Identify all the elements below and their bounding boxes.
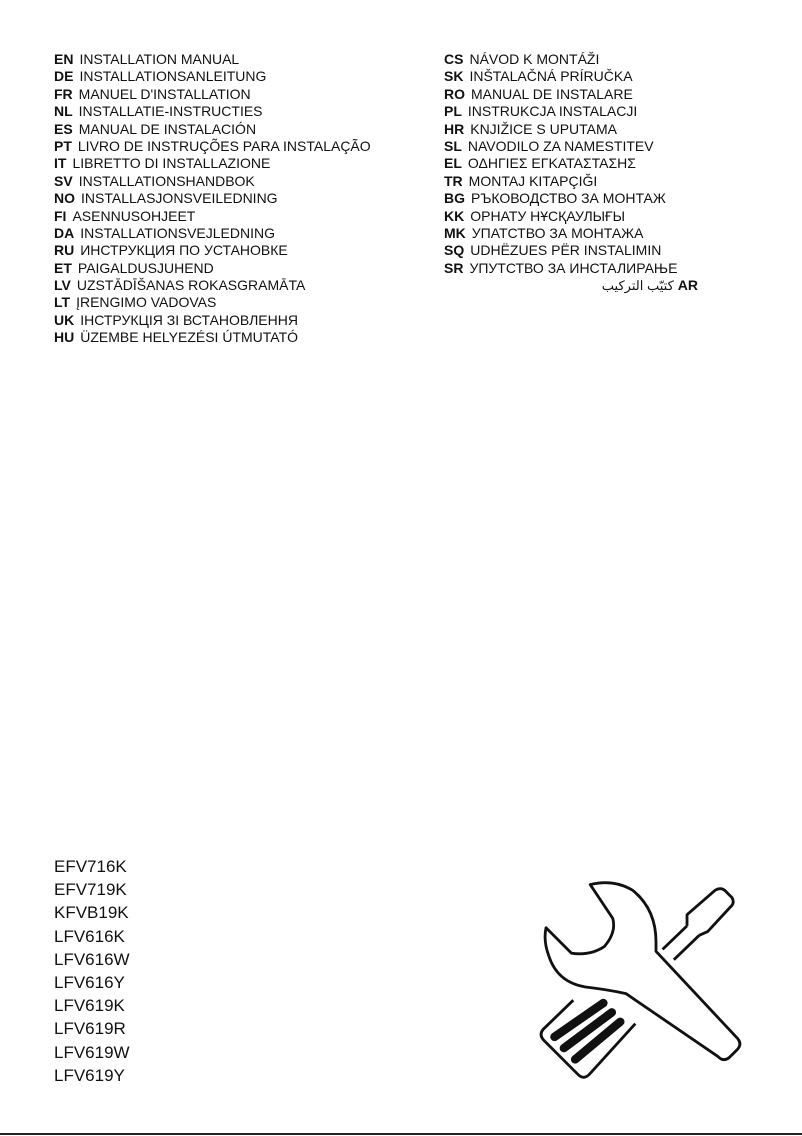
language-title: ОРНАТУ НҰСҚАУЛЫҒЫ (470, 207, 626, 224)
language-code: AR (677, 277, 698, 294)
model-number: EFV716K (54, 857, 127, 876)
language-title: MANUAL DE INSTALARE (471, 85, 633, 102)
language-entry (54, 190, 371, 207)
language-entry (54, 138, 371, 155)
language-title: MONTAJ KITAPÇIĞI (468, 172, 598, 189)
language-title: ÜZEMBE HELYEZÉSI ÚTMUTATÓ (80, 329, 299, 346)
language-entry (54, 155, 371, 172)
language-code: HR (444, 120, 465, 137)
language-code: LV (54, 277, 71, 294)
language-entry (444, 173, 704, 190)
language-code: TR (444, 172, 463, 189)
model-list (54, 855, 130, 1087)
language-entry (54, 68, 371, 85)
language-code: CS (444, 51, 464, 67)
model-number: LFV619R (54, 1019, 126, 1039)
language-title: ĮRENGIMO VADOVAS (76, 294, 217, 311)
model-number: LFV619K (54, 996, 125, 1016)
model-number: LFV616Y (54, 972, 125, 992)
language-title: INSTALLATIONSANLEITUNG (79, 68, 267, 85)
language-title: ΟΔΗΓΙΕΣ ΕΓΚΑΤΑΣΤΑΣΗΣ (467, 155, 636, 172)
model-number: LFV619W (54, 1042, 130, 1062)
language-title: PAIGALDUSJUHEND (77, 259, 214, 276)
language-entry (54, 242, 371, 259)
language-entry (54, 51, 371, 68)
language-code: FI (54, 207, 67, 224)
language-title: INSTALLATION MANUAL (79, 51, 240, 67)
language-entry (54, 121, 371, 138)
language-title: ІНСТРУКЦІЯ ЗІ ВСТАНОВЛЕННЯ (80, 311, 298, 328)
language-title: INŠTALAČNÁ PRÍRUČKA (469, 68, 633, 85)
language-entry (444, 190, 704, 207)
language-title: INSTRUKCJA INSTALACJI (467, 103, 638, 120)
language-code: MK (444, 224, 466, 241)
language-code: KK (444, 207, 465, 224)
page-bottom-rule (0, 1133, 802, 1135)
language-code: NO (54, 190, 75, 207)
language-code: DE (54, 68, 74, 85)
language-title: INSTALLATIE-INSTRUCTIES (78, 103, 263, 120)
language-entry (54, 225, 371, 242)
language-entry (444, 138, 704, 155)
language-title: РЪКОВОДСТВО ЗА МОНТАЖ (471, 190, 666, 207)
language-list-left (54, 51, 371, 347)
language-title: UDHËZUES PËR INSTALIMIN (470, 242, 662, 259)
language-title: УПАТСТВО ЗА МОНТАЖА (471, 224, 644, 241)
language-code: RU (54, 242, 75, 259)
language-code: SR (444, 259, 464, 276)
language-code: RO (444, 85, 465, 102)
language-code: HU (54, 329, 75, 346)
language-code: ES (54, 120, 73, 137)
language-entry (54, 329, 371, 346)
language-entry (54, 260, 371, 277)
language-entry (444, 260, 704, 277)
model-number: LFV619Y (54, 1065, 125, 1085)
language-entry (54, 208, 371, 225)
language-entry-arabic (444, 277, 704, 294)
model-number: LFV616K (54, 926, 125, 946)
language-entry (444, 208, 704, 225)
language-code: NL (54, 103, 73, 120)
language-title: كتيّب التركيب (601, 278, 674, 294)
language-title: NÁVOD K MONTÁŽI (469, 51, 600, 67)
wrench-screwdriver-icon (515, 862, 750, 1097)
language-entry (54, 294, 371, 311)
language-code: DA (54, 224, 75, 241)
language-entry (54, 173, 371, 190)
language-code: EL (444, 155, 462, 172)
language-title: ИНСТРУКЦИЯ ПО УСТАНОВКЕ (80, 242, 288, 259)
language-code: LT (54, 294, 71, 311)
language-title: UZSTĀDĪŠANAS ROKASGRAMĀTA (76, 277, 306, 294)
language-code: BG (444, 190, 465, 207)
model-number: KFVB19K (54, 903, 129, 923)
language-code: UK (54, 311, 75, 328)
language-title: INSTALLATIONSVEJLEDNING (80, 224, 275, 241)
language-code: IT (54, 155, 67, 172)
language-entry (54, 312, 371, 329)
language-title: MANUEL D'INSTALLATION (78, 85, 251, 102)
language-entry (444, 242, 704, 259)
language-title: KNJIŽICE S UPUTAMA (470, 120, 617, 137)
language-entry (444, 86, 704, 103)
model-number: LFV616W (54, 949, 130, 969)
language-code: EN (54, 51, 74, 67)
language-title: MANUAL DE INSTALACIÓN (78, 120, 257, 137)
language-list-right (444, 51, 704, 294)
language-title: ASENNUSOHJEET (72, 207, 196, 224)
language-code: FR (54, 85, 73, 102)
language-title: LIBRETTO DI INSTALLAZIONE (72, 155, 271, 172)
language-code: PT (54, 137, 72, 154)
language-entry (444, 51, 704, 68)
language-code: SV (54, 172, 73, 189)
language-entry (54, 86, 371, 103)
language-title: INSTALLASJONSVEILEDNING (81, 190, 278, 207)
language-code: SK (444, 68, 464, 85)
language-entry (444, 68, 704, 85)
language-code: SL (444, 137, 462, 154)
language-code: ET (54, 259, 72, 276)
language-code: SQ (444, 242, 465, 259)
language-entry (54, 277, 371, 294)
language-code: PL (444, 103, 462, 120)
language-entry (54, 103, 371, 120)
language-title: УПУТСТВО ЗА ИНСТАЛИРАЊЕ (469, 259, 678, 276)
language-title: NAVODILO ZA NAMESTITEV (467, 137, 654, 154)
language-entry (444, 225, 704, 242)
language-title: LIVRO DE INSTRUÇÕES PARA INSTALAÇÃO (77, 137, 371, 154)
language-entry (444, 121, 704, 138)
language-entry (444, 155, 704, 172)
language-entry (444, 103, 704, 120)
model-number: EFV719K (54, 880, 127, 900)
language-title: INSTALLATIONSHANDBOK (78, 172, 255, 189)
